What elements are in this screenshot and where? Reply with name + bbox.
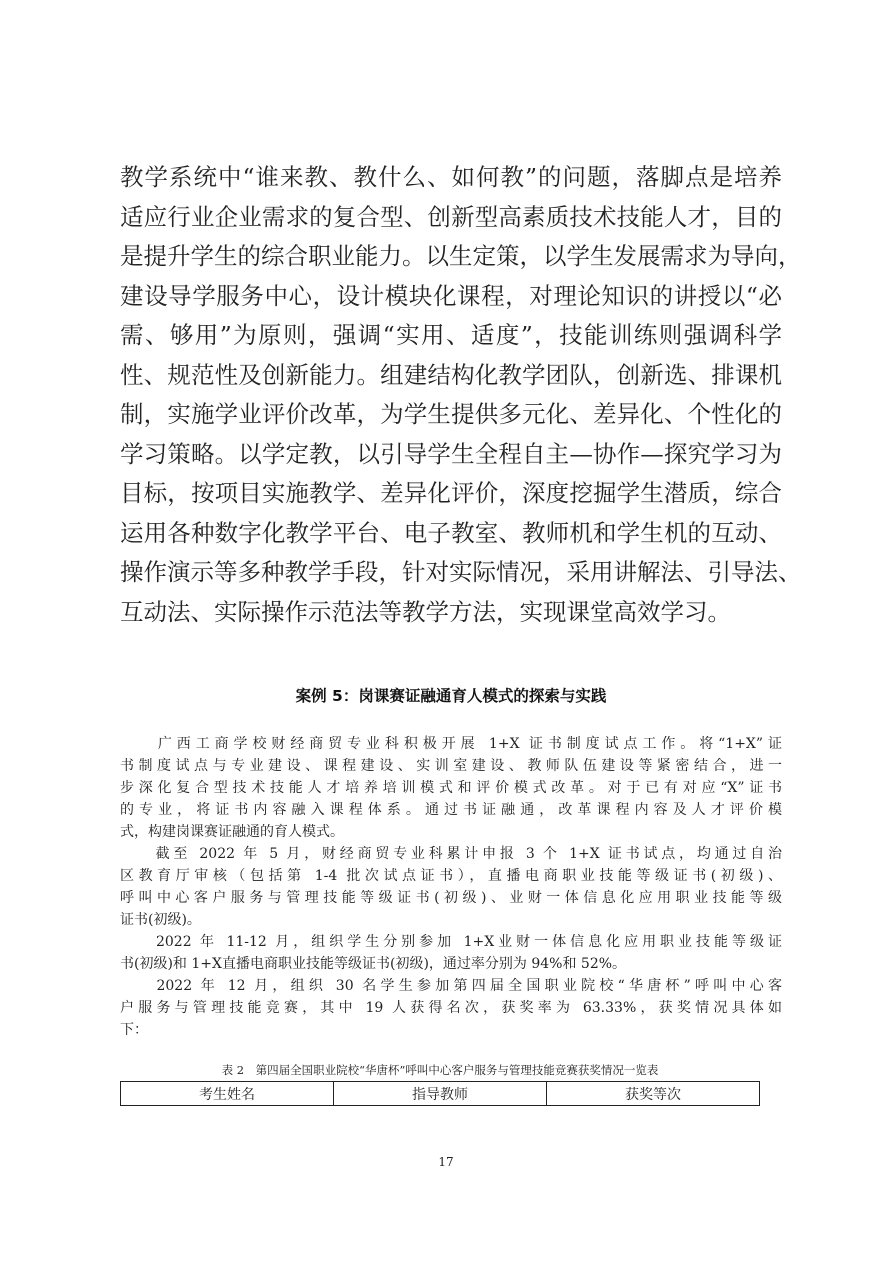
paragraph-line: 建设导学服务中心，设计模块化课程，对理论知识的讲授以“必 [120,281,782,310]
body-line: 的专业，将证书内容融入课程体系。通过书证融通，改革课程内容及人才评价模 [120,802,782,818]
column-header-student-name: 考生姓名 [121,1082,334,1106]
body-line: 2022 年 12 月，组织 30 名学生参加第四届全国职业院校“华唐杯”呼叫中心客 [120,978,782,994]
award-table [120,1081,760,1106]
table-caption: 表 2 第四届全国职业院校“华唐杯”呼叫中心客户服务与管理技能竞赛获奖情况一览表 [221,1063,659,1077]
paragraph-line: 操作演示等多种教学手段，针对实际情况，采用讲解法、引导法、 [120,558,802,586]
paragraph-line: 适应行业企业需求的复合型、创新型高素质技术技能人才，目的 [120,202,782,231]
body-line: 书制度试点与专业建设、课程建设、实训室建设、教师队伍建设等紧密结合，进一 [120,758,782,774]
paragraph-line: 互动法、实际操作示范法等教学方法，实现课堂高效学习。 [120,597,731,626]
paragraph-line: 制，实施学业评价改革，为学生提供多元化、差异化、个性化的 [120,400,782,428]
body-line: 区教育厅审核（包括第 1-4 批次试点证书），直播电商职业技能等级证书(初级)、 [120,868,782,884]
body-line: 式，构建岗课赛证融通的育人模式。 [120,824,344,840]
body-line: 2022 年 11-12 月，组织学生分别参加 1+X业财一体信息化应用职业技能等级证 [120,934,782,950]
column-header-instructor: 指导教师 [334,1082,547,1106]
body-line: 户服务与管理技能竞赛，其中 19 人获得名次，获奖率为 63.33%，获奖情况具体如 [120,1000,782,1016]
paragraph-line: 运用各种数字化教学平台、电子教室、教师机和学生机的互动、 [120,518,782,547]
body-line: 呼叫中心客户服务与管理技能等级证书(初级)、业财一体信息化应用职业技能等级 [120,890,782,906]
page-number: 17 [438,1155,454,1169]
paragraph-line: 教学系统中“谁来教、教什么、如何教”的问题，落脚点是培养 [120,163,782,191]
intro-paragraph [120,158,802,632]
paragraph-line: 学习策略。以学定教，以引导学生全程自主—协作—探究学习为 [120,439,782,468]
column-header-award-level: 获奖等次 [547,1082,760,1106]
body-line: 步深化复合型技术技能人才培养培训模式和评价模式改革。对于已有对应“X”证书 [120,780,782,796]
paragraph-line: 性、规范性及创新能力。组建结构化教学团队，创新选、排课机 [120,360,782,389]
body-line: 下： [120,1022,148,1038]
body-line: 截至 2022 年 5 月，财经商贸专业科累计申报 3 个 1+X 证书试点，均通过自治 [120,846,782,862]
case-body [120,733,782,1041]
body-line: 广西工商学校财经商贸专业科积极开展 1+X 证书制度试点工作。将“1+X”证 [120,736,782,752]
paragraph-line: 目标，按项目实施教学、差异化评价，深度挖掘学生潜质，综合 [120,479,782,507]
body-line: 书(初级)和 1+X直播电商职业技能等级证书(初级)，通过率分别为 94%和 52%。 [120,956,627,972]
table-header-row [121,1082,760,1106]
paragraph-line: 需、够用”为原则，强调“实用、适度”，技能训练则强调科学 [120,321,782,349]
body-line: 证书(初级)。 [120,912,201,928]
section-title: 案例 5：岗课赛证融通育人模式的探索与实践 [295,687,607,705]
paragraph-line: 是提升学生的综合职业能力。以生定策，以学生发展需求为导向， [120,242,802,270]
